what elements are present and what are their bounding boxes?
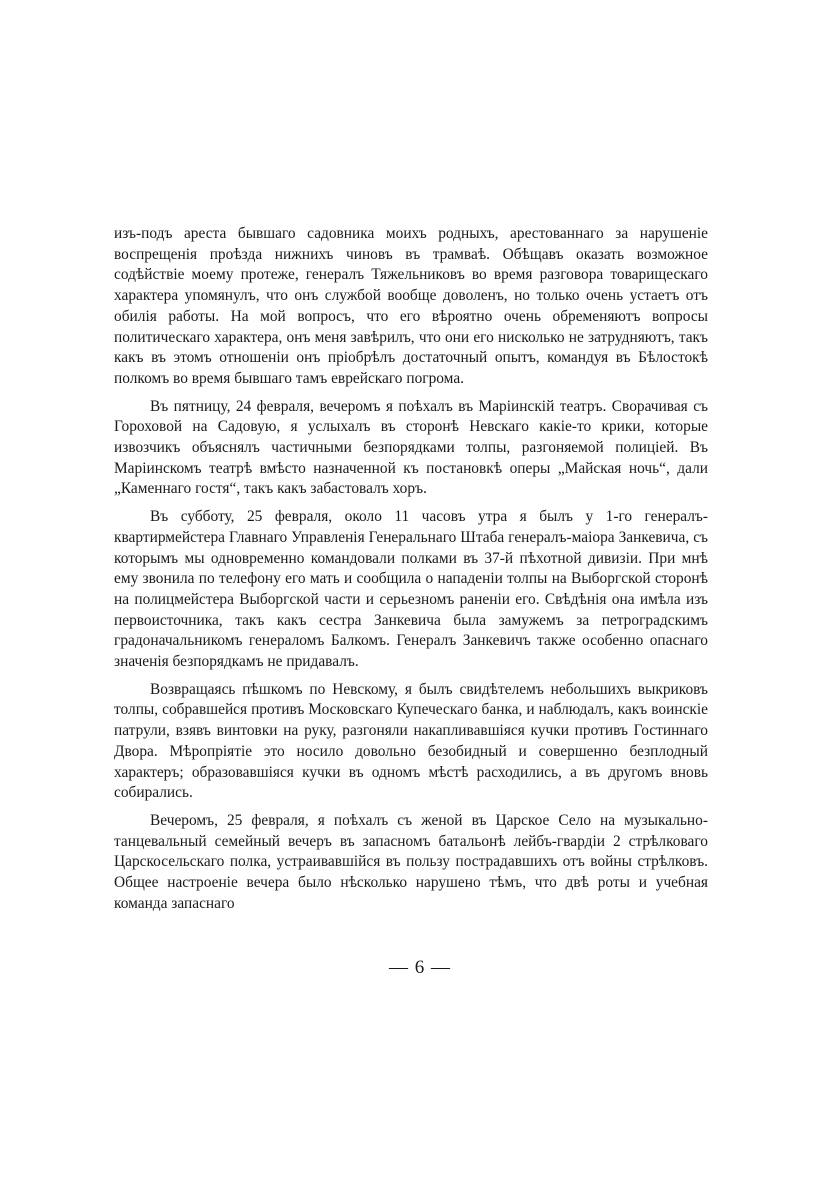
paragraph-5: Вечеромъ, 25 февраля, я поѣхалъ съ женой въ Царское Село на музыкально-танцевальный семейный вечеръ въ запасномъ батальонѣ лейбъ-гвардіи 2 стрѣлковаго Царскосельскаго полка, устраивавшійся въ пользу пострадавшихъ отъ войны стрѣлковъ. Общее настроеніе вечера было нѣсколько нарушено тѣмъ, что двѣ роты и учебная команда запаснаго <box>114 811 708 912</box>
paragraph-4: Возвращаясь пѣшкомъ по Невскому, я былъ свидѣтелемъ небольшихъ выкриковъ толпы, собравшейся противъ Московскаго Купеческаго банка, и наблюдалъ, какъ воинскіе патрули, взявъ винтовки на руку, разгоняли накапливавшіяся кучки противъ Гостиннаго Двора. Мѣропріятіе это носило довольно безобидный и совершенно безплодный характеръ; образовавшіяся кучки въ одномъ мѣстѣ расходились, а въ другомъ вновь собирались. <box>114 680 708 802</box>
page-number: — 6 — <box>389 957 451 978</box>
paragraph-1: изъ-подъ ареста бывшаго садовника моихъ родныхъ, арестованнаго за нарушеніе воспрещенія проѣзда нижнихъ чиновъ въ трамваѣ. Обѣщавъ оказать возможное содѣйствіе моему протеже, генералъ Тяжельниковъ во время разговора товарищескаго характера упомянулъ, что онъ службой вообще доволенъ, но только очень устаетъ отъ обилія работы. На мой вопросъ, что его вѣроятно очень обременяютъ вопросы политическаго характера, онъ меня завѣрилъ, что они его нисколько не затрудняютъ, такъ какъ въ этомъ отношеніи онъ пріобрѣлъ достаточный опытъ, командуя въ Бѣлостокѣ полкомъ во время бывшаго тамъ еврейскаго погрома. <box>114 225 708 387</box>
paragraph-3: Въ субботу, 25 февраля, около 11 часовъ утра я былъ у 1-го генералъ-квартирмейстера Главнаго Управленія Генеральнаго Штаба генералъ-маіора Занкевича, съ которымъ мы одновременно командовали полками въ 37-й пѣхотной дивизіи. При мнѣ ему звонила по телефону его мать и сообщила о нападеніи толпы на Выборгской сторонѣ на полицмейстера Выборгской части и серьезномъ раненіи его. Свѣдѣнія она имѣла изъ первоисточника, такъ какъ сестра Занкевича была замужемъ за петроградскимъ градоначальникомъ генераломъ Балкомъ. Генералъ Занкевичъ также особенно опаснаго значенія безпорядкамъ не придавалъ. <box>114 508 708 671</box>
body-text <box>114 224 708 922</box>
paragraph-2: Въ пятницу, 24 февраля, вечеромъ я поѣхалъ въ Маріинскій театръ. Сворачивая съ Гороховой на Садовую, я услыхалъ въ сторонѣ Невскаго какіе-то крики, которые извозчикъ объяснялъ частичными безпорядками толпы, разгоняемой полиціей. Въ Маріинскомъ театрѣ вмѣсто назначенной къ постановкѣ оперы „Майская ночь“, дали „Каменнаго гостя“, такъ какъ забастовалъ хоръ. <box>114 397 708 498</box>
